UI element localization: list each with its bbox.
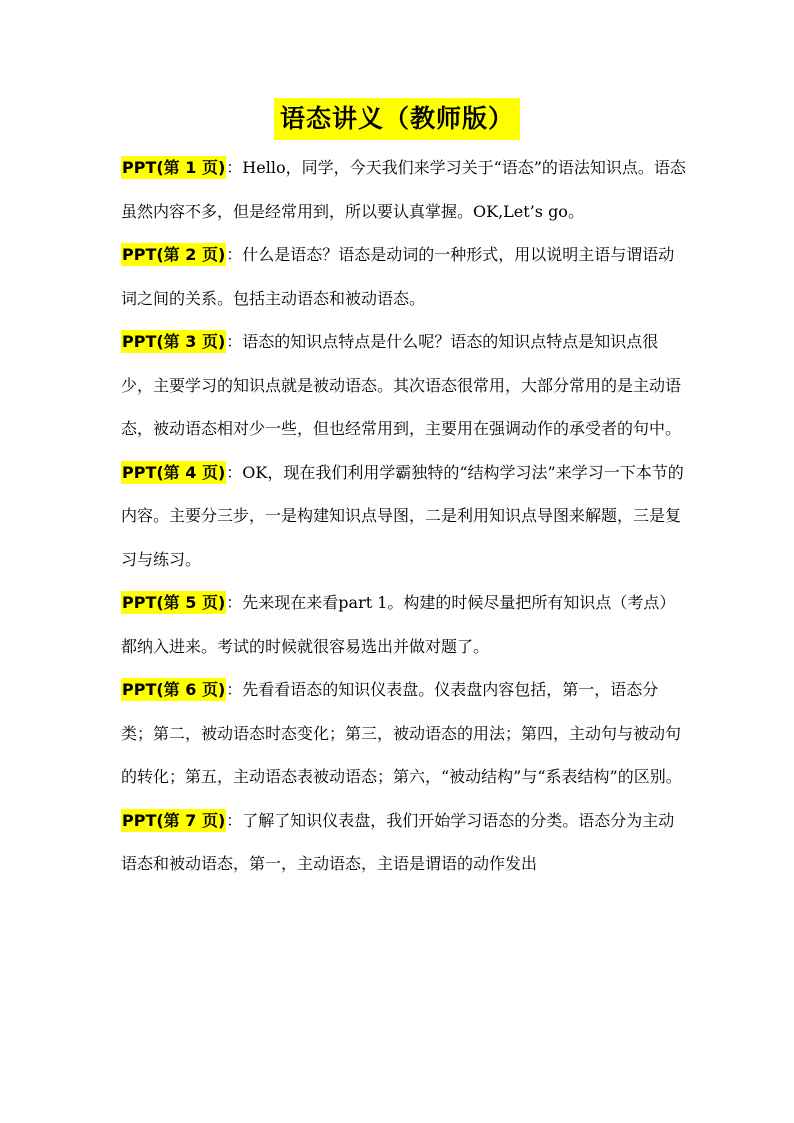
paragraph-ppt-1	[121, 146, 687, 233]
ppt-page-tag: PPT(第 1 页)	[122, 158, 226, 177]
ppt-page-tag: PPT(第 5 页)	[122, 593, 226, 612]
paragraph-text: ：Hello，同学，今天我们来学习关于“语态”的语法知识点。语态虽然内容不多，但是经常用到，所以要认真掌握。OK,Let’s go。	[121, 158, 686, 221]
document-title: 语态讲义（教师版）	[274, 98, 520, 140]
ppt-page-tag: PPT(第 7 页)	[122, 810, 226, 830]
paragraph-ppt-4	[121, 451, 687, 582]
ppt-page-tag: PPT(第 4 页)	[122, 462, 226, 482]
title-container	[0, 98, 794, 140]
ppt-page-tag: PPT(第 2 页)	[122, 245, 226, 264]
document-body	[121, 146, 687, 886]
paragraph-text: ：了解了知识仪表盘，我们开始学习语态的分类。语态分为主动语态和被动语态，第一，主动语态，主语是谓语的动作发出	[121, 810, 675, 873]
paragraph-text: ：OK，现在我们利用学霸独特的“结构学习法”来学习一下本节的内容。主要分三步，一是构建知识点导图，二是利用知识点导图来解题，三是复习与练习。	[121, 462, 684, 569]
ppt-page-tag: PPT(第 6 页)	[122, 680, 226, 699]
paragraph-text: ：先来现在来看part 1。构建的时候尽量把所有知识点（考点）都纳入进来。考试的时候就很容易选出并做对题了。	[121, 593, 676, 656]
paragraph-text: ：语态的知识点特点是什么呢？语态的知识点特点是知识点很少，主要学习的知识点就是被动语态。其次语态很常用，大部分常用的是主动语态，被动语态相对少一些，但也经常用到，主要用在强调动作的承受者的句中。	[121, 332, 682, 438]
paragraph-ppt-6	[121, 668, 687, 799]
paragraph-ppt-5	[121, 581, 687, 668]
paragraph-ppt-3	[121, 320, 687, 451]
paragraph-text: ：什么是语态？语态是动词的一种形式，用以说明主语与谓语动词之间的关系。包括主动语态和被动语态。	[121, 245, 675, 308]
paragraph-ppt-7	[121, 799, 687, 886]
ppt-page-tag: PPT(第 3 页)	[122, 332, 226, 351]
paragraph-ppt-2	[121, 233, 687, 320]
paragraph-text: ：先看看语态的知识仪表盘。仪表盘内容包括，第一，语态分类；第二，被动语态时态变化；第三，被动语态的用法；第四，主动句与被动句的转化；第五，主动语态表被动语态；第六，“被动结构”与“系表结构”的区别。	[121, 680, 682, 786]
